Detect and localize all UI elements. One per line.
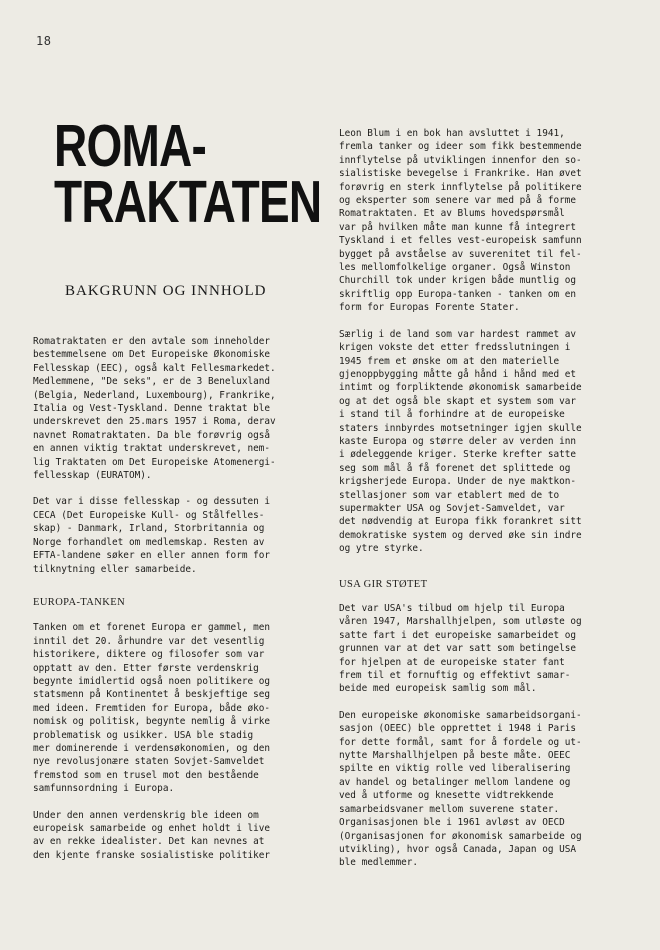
left-column	[33, 335, 329, 875]
intro-paragraph-1: Romatraktaten er den avtale som inneholder bestemmelsene om Det Europeiske Økonomiske Fellesskap (EEC), også kalt Fellesmarkedet. Medlemmene, "De seks", er de 3 Beneluxland (Belgia, Nederland, Luxembourg), Frankrike, Italia og Vest-Tyskland. Denne traktat ble underskrevet den 25.mars 1957 i Roma, derav navnet Romatraktaten. Da ble forøvrig også en annen viktig traktat underskrevet, nem- lig Traktaten om Det Europeiske Atomenergi- fellesskap (EURATOM).	[33, 336, 276, 482]
page-title-line-2: TRAKTATEN	[54, 169, 322, 235]
europa-tanken-paragraph-2: Under den annen verdenskrig ble ideen om europeisk samarbeide og enhet holdt i live av en rekke idealister. Det kan nevnes at den kjente franske sosialistiske politiker	[33, 809, 271, 861]
right-column	[339, 127, 629, 883]
section-heading-europa-tanken: EUROPA-TANKEN	[33, 596, 126, 608]
page-title-line-1: ROMA-	[54, 113, 207, 179]
usa-paragraph-1: Det var USA's tilbud om hjelp til Europa våren 1947, Marshallhjelpen, som utløste og satte fart i det europeiske samarbeidet og grunnen var at det var satt som betingelse for hjelpen at de europeiske stater fant frem til et fornuftig og effektivt samar- beide med europeisk samlig som mål.	[339, 603, 582, 695]
right-paragraph-2: Særlig i de land som var hardest rammet av krigen vokste det etter fredsslutningen i 1945 frem et ønske om at den materielle gjenoppbygging måtte gå hånd i hånd med et intimt og forpliktende økonomisk samarbeide og at det også ble skapt et system som var i stand til å forhindre at de europeiske staters innbyrdes motsetninger igjen skulle kaste Europa og større deler av verden inn i ødeleggende kriger. Sterke krefter satte seg som mål å få forenet det splittede og krigsherjede Europa. Under de nye maktkon- stellasjoner som var etablert med de to supermakter USA og Sovjet-Samveldet, var det nødvendig at Europa fikk forankret sitt demokratiske system og derved øke sin indre og ytre styrke.	[339, 328, 582, 555]
usa-paragraph-2: Den europeiske økonomiske samarbeidsorgani- sasjon (OEEC) ble opprettet i 1948 i Paris for dette formål, samt for å fordele og ut- nytte Marshallhjelpen på beste måte. OEEC spilte en viktig rolle ved liberalisering av handel og betalinger mellom landene og ved å utforme og knesette vidtrekkende samarbeidsvaner mellom suverene stater. Organisasjonen ble i 1961 avløst av OECD (Organisasjonen for økonomisk samarbeide og utvikling), hvor også Canada, Japan og USA ble medlemmer.	[339, 709, 582, 869]
page-number: 18	[36, 34, 52, 48]
page-title	[54, 113, 322, 235]
right-paragraph-1: Leon Blum i en bok han avsluttet i 1941, fremla tanker og ideer som fikk bestemmende innflytelse på utviklingen innenfor den so- sialistiske bevegelse i Frankrike. Han øvet forøvrig en sterk innflytelse på politikere og eksperter som senere var med på å forme Romatraktaten. Et av Blums hovedspørsmål var på hvilken måte man kunne få integrert Tyskland i et felles vest-europeisk samfunn bygget på avståelse av suverenitet til fel- les mellomfolkelige organer. Også Winston Churchill tok under krigen både muntlig og skriftlig opp Europa-tanken - tanken om en form for Europas Forente Stater.	[339, 128, 582, 314]
europa-tanken-paragraph-1: Tanken om et forenet Europa er gammel, men inntil det 20. århundre var det vesentlig historikere, diktere og filosofer som var opptatt av den. Etter første verdenskrig begynte imidlertid også noen politikere og statsmenn på Kontinentet å beskjeftige seg med ideen. Fremtiden for Europa, både øko- nomisk og politisk, begynte nemlig å virke problematisk og usikker. USA ble stadig mer dominerende i verdensøkonomien, og den nye revolusjonære staten Sovjet-Samveldet fremstod som en trusel mot den bestående samfunnsordning i Europa.	[33, 622, 271, 795]
page-subtitle: BAKGRUNN OG INNHOLD	[65, 283, 267, 299]
section-heading-usa-gir-stotet: USA GIR STØTET	[339, 578, 428, 590]
intro-paragraph-2: Det var i disse fellesskap - og dessuten i CECA (Det Europeiske Kull- og Stålfelles- skap) - Danmark, Irland, Storbritannia og Norge forhandlet om medlemskap. Resten av EFTA-landene søker en eller annen form for tilknytning eller samarbeide.	[33, 496, 271, 575]
